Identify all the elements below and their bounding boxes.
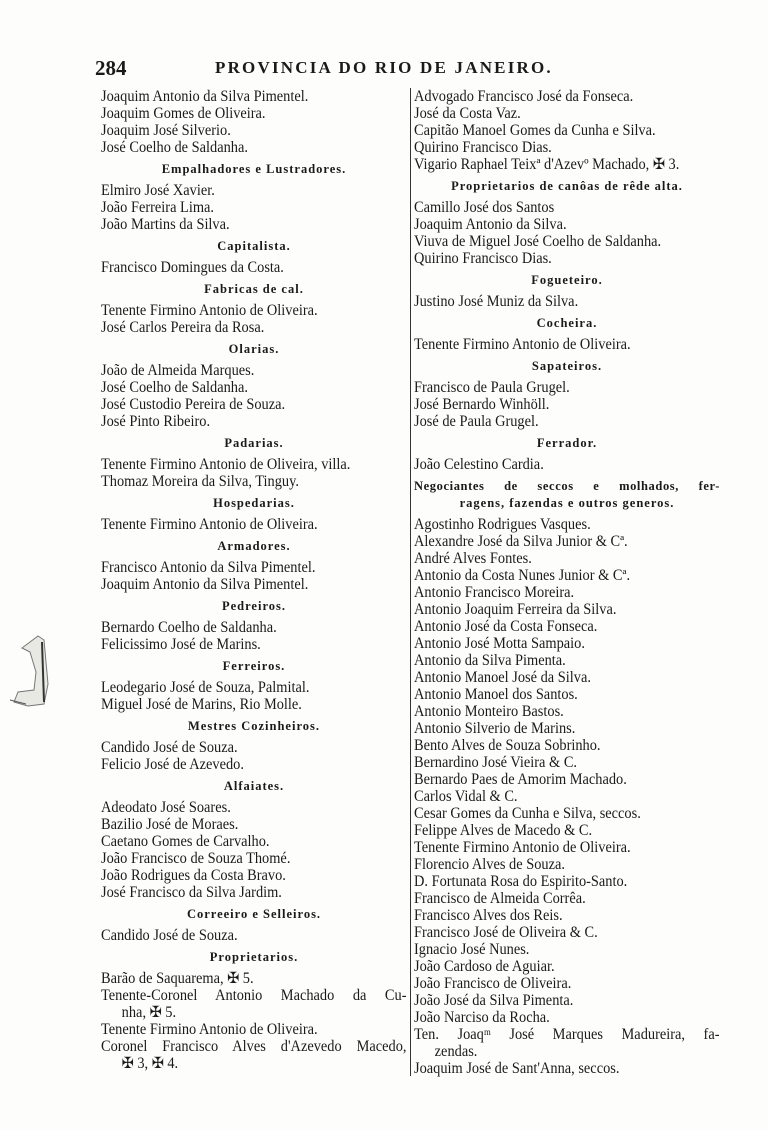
list-entry: Francisco de Paula Grugel. <box>414 379 570 396</box>
list-entry: Quirino Francisco Dias. <box>414 250 552 267</box>
list-entry: Barão de Saquarema, ✠ 5. <box>101 970 254 987</box>
list-entry: Bernardo Paes de Amorim Machado. <box>414 771 627 788</box>
list-entry: Candido José de Souza. <box>101 739 238 756</box>
list-entry: Antonio Silverio de Marins. <box>414 720 576 737</box>
list-entry: Bento Alves de Souza Sobrinho. <box>414 737 601 754</box>
list-entry: José de Paula Grugel. <box>414 413 539 430</box>
list-entry: Antonio José Motta Sampaio. <box>414 635 585 652</box>
list-entry: Elmiro José Xavier. <box>101 182 215 199</box>
list-entry: João Francisco de Souza Thomé. <box>101 850 291 867</box>
list-entry: José Coelho de Saldanha. <box>101 379 248 396</box>
running-title: PROVINCIA DO RIO DE JANEIRO. <box>215 58 553 77</box>
section-heading-line: Hospedarias. <box>213 496 295 510</box>
list-entry: Florencio Alves de Souza. <box>414 856 565 873</box>
list-entry: Tenente Firmino Antonio de Oliveira. <box>414 336 631 353</box>
list-entry: José Francisco da Silva Jardim. <box>101 884 282 901</box>
section-heading-line: ragens, fazendas e outros generos. <box>459 496 675 510</box>
list-entry: Antonio Francisco Moreira. <box>414 584 575 601</box>
section-heading <box>101 653 407 679</box>
list-entry: João Narciso da Rocha. <box>414 1009 550 1026</box>
list-entry: Advogado Francisco José da Fonseca. <box>414 88 634 105</box>
list-entry: Ignacio José Nunes. <box>414 941 530 958</box>
section-heading <box>101 490 407 516</box>
list-entry: D. Fortunata Rosa do Espirito-Santo. <box>414 873 628 890</box>
section-heading-line: Fabricas de cal. <box>204 282 304 296</box>
section-heading <box>414 430 720 456</box>
right-column <box>414 88 720 1077</box>
list-entry: Alexandre José da Silva Junior & Cª. <box>414 533 628 550</box>
list-entry: João Francisco de Oliveira. <box>414 975 572 992</box>
list-entry: Tenente Firmino Antonio de Oliveira, villa. <box>101 456 351 473</box>
page-number: 284 <box>95 56 127 80</box>
list-entry: Joaquim Antonio da Silva Pimentel. <box>101 576 309 593</box>
section-heading-line: Cocheira. <box>536 316 598 330</box>
list-entry: Ten. Joaqᵐ José Marques Madureira, fa- <box>414 1026 720 1043</box>
column-divider <box>410 88 411 1076</box>
list-entry: Francisco José de Oliveira & C. <box>414 924 598 941</box>
section-heading <box>101 233 407 259</box>
section-heading <box>101 593 407 619</box>
list-entry: Miguel José de Marins, Rio Molle. <box>101 696 302 713</box>
list-entry: Antonio da Costa Nunes Junior & Cª. <box>414 567 631 584</box>
section-heading <box>101 773 407 799</box>
section-heading <box>414 173 720 199</box>
list-entry: Camillo José dos Santos <box>414 199 555 216</box>
list-entry: André Alves Fontes. <box>414 550 532 567</box>
section-heading-line: Sapateiros. <box>531 359 603 373</box>
section-heading <box>414 473 720 516</box>
list-entry: Bazilio José de Moraes. <box>101 816 239 833</box>
margin-paper-scrap <box>8 632 56 710</box>
section-heading-line: Correeiro e Selleiros. <box>186 907 322 921</box>
list-entry: Francisco Domingues da Costa. <box>101 259 284 276</box>
list-entry: Antonio Manoel dos Santos. <box>414 686 578 703</box>
list-entry: Felicio José de Azevedo. <box>101 756 244 773</box>
list-entry: Viuva de Miguel José Coelho de Saldanha. <box>414 233 662 250</box>
section-heading-line: Armadores. <box>217 539 291 553</box>
section-heading <box>101 713 407 739</box>
list-entry: Thomaz Moreira da Silva, Tinguy. <box>101 473 299 490</box>
list-entry: José Pinto Ribeiro. <box>101 413 211 430</box>
list-entry: Agostinho Rodrigues Vasques. <box>414 516 591 533</box>
section-heading <box>101 336 407 362</box>
list-entry: João Ferreira Lima. <box>101 199 214 216</box>
section-heading-line: Mestres Cozinheiros. <box>187 719 321 733</box>
section-heading <box>101 156 407 182</box>
section-heading-line: Olarias. <box>228 342 280 356</box>
list-entry: Adeodato José Soares. <box>101 799 231 816</box>
list-entry: João de Almeida Marques. <box>101 362 255 379</box>
section-heading-line: Capitalista. <box>217 239 291 253</box>
list-entry: Antonio Joaquim Ferreira da Silva. <box>414 601 617 618</box>
list-entry: Bernardino José Vieira & C. <box>414 754 578 771</box>
list-entry: Leodegario José de Souza, Palmital. <box>101 679 310 696</box>
section-heading-line: Padarias. <box>224 436 284 450</box>
section-heading-line: Alfaiates. <box>223 779 285 793</box>
section-heading-line: Fogueteiro. <box>531 273 603 287</box>
list-entry: João Cardoso de Aguiar. <box>414 958 555 975</box>
list-entry: José Coelho de Saldanha. <box>101 139 248 156</box>
list-entry: José Carlos Pereira da Rosa. <box>101 319 265 336</box>
list-entry: José da Costa Vaz. <box>414 105 521 122</box>
section-heading-line: Ferreiros. <box>222 659 286 673</box>
list-entry: Justino José Muniz da Silva. <box>414 293 579 310</box>
list-entry: João Celestino Cardia. <box>414 456 544 473</box>
list-entry: Tenente-Coronel Antonio Machado da Cu- <box>101 987 407 1004</box>
list-entry: Joaquim José de Sant'Anna, seccos. <box>414 1060 620 1077</box>
list-entry: Antonio Monteiro Bastos. <box>414 703 564 720</box>
section-heading <box>101 430 407 456</box>
section-heading-line: Negociantes de seccos e molhados, fer- <box>414 479 720 493</box>
list-entry: Coronel Francisco Alves d'Azevedo Macedo, <box>101 1038 407 1055</box>
list-entry: Felicissimo José de Marins. <box>101 636 261 653</box>
list-entry: Tenente Firmino Antonio de Oliveira. <box>414 839 631 856</box>
list-entry: Carlos Vidal & C. <box>414 788 518 805</box>
list-entry: ✠ 3, ✠ 4. <box>121 1055 179 1072</box>
list-entry: José Custodio Pereira de Souza. <box>101 396 286 413</box>
list-entry: zendas. <box>434 1043 478 1060</box>
list-entry: Vigario Raphael Teixª d'Azevº Machado, ✠ 3. <box>414 156 680 173</box>
list-entry: nha, ✠ 5. <box>121 1004 177 1021</box>
list-entry: Bernardo Coelho de Saldanha. <box>101 619 277 636</box>
list-entry: João Rodrigues da Costa Bravo. <box>101 867 286 884</box>
left-column <box>101 88 407 1072</box>
list-entry: Antonio Manoel José da Silva. <box>414 669 591 686</box>
list-entry: Joaquim Antonio da Silva Pimentel. <box>101 88 309 105</box>
list-entry: Quirino Francisco Dias. <box>414 139 552 156</box>
section-heading <box>414 353 720 379</box>
list-entry: Caetano Gomes de Carvalho. <box>101 833 270 850</box>
list-entry: Joaquim José Silverio. <box>101 122 231 139</box>
list-entry: Francisco de Almeida Corrêa. <box>414 890 586 907</box>
list-entry: Candido José de Souza. <box>101 927 238 944</box>
section-heading <box>414 310 720 336</box>
section-heading-line: Empalhadores e Lustradores. <box>161 162 347 176</box>
list-entry: Joaquim Gomes de Oliveira. <box>101 105 266 122</box>
list-entry: José Bernardo Winhöll. <box>414 396 550 413</box>
list-entry: João Martins da Silva. <box>101 216 230 233</box>
list-entry: João José da Silva Pimenta. <box>414 992 574 1009</box>
section-heading <box>101 533 407 559</box>
list-entry: Felippe Alves de Macedo & C. <box>414 822 593 839</box>
list-entry: Tenente Firmino Antonio de Oliveira. <box>101 1021 318 1038</box>
section-heading <box>101 276 407 302</box>
list-entry: Cesar Gomes da Cunha e Silva, seccos. <box>414 805 641 822</box>
section-heading-line: Proprietarios. <box>209 950 299 964</box>
list-entry: Francisco Antonio da Silva Pimentel. <box>101 559 316 576</box>
section-heading <box>414 267 720 293</box>
list-entry: Antonio da Silva Pimenta. <box>414 652 566 669</box>
section-heading <box>101 901 407 927</box>
section-heading-line: Ferrador. <box>536 436 598 450</box>
section-heading <box>101 944 407 970</box>
list-entry: Capitão Manoel Gomes da Cunha e Silva. <box>414 122 656 139</box>
section-heading-line: Pedreiros. <box>221 599 287 613</box>
list-entry: Antonio José da Costa Fonseca. <box>414 618 598 635</box>
list-entry: Joaquim Antonio da Silva. <box>414 216 567 233</box>
list-entry: Tenente Firmino Antonio de Oliveira. <box>101 516 318 533</box>
list-entry: Tenente Firmino Antonio de Oliveira. <box>101 302 318 319</box>
list-entry: Francisco Alves dos Reis. <box>414 907 563 924</box>
section-heading-line: Proprietarios de canôas de rêde alta. <box>451 179 683 193</box>
